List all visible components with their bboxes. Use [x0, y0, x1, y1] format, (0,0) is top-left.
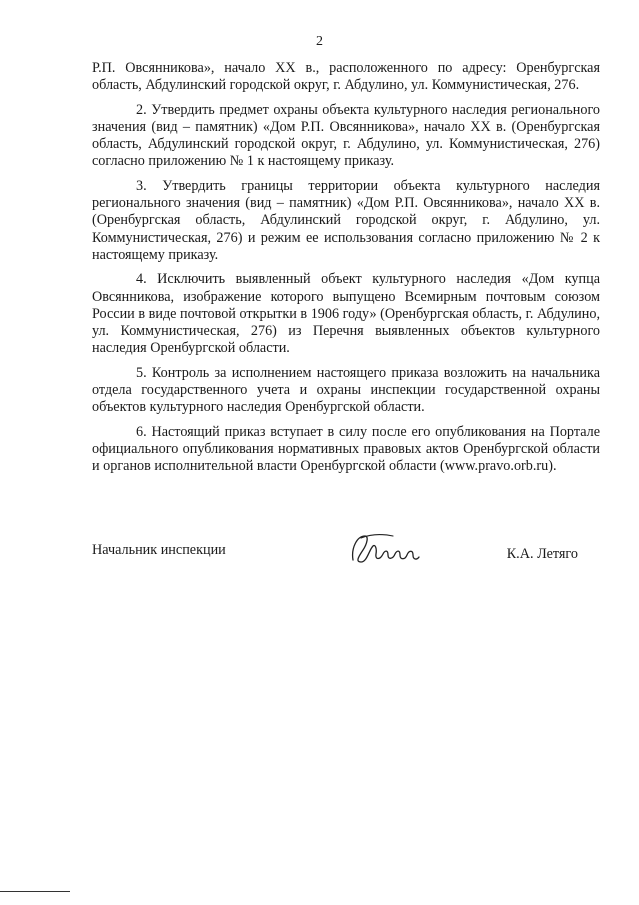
- signature-block: [92, 540, 600, 580]
- signatory-name: К.А. Летяго: [506, 546, 578, 562]
- paragraph-1: Р.П. Овсянникова», начало XX в., расположенного по адресу: Оренбургская область, Абдулинский городской округ, г. Абдулино, ул. Коммунистическая, 276.: [92, 60, 600, 94]
- document-body: [92, 60, 600, 483]
- paragraph-4: 4. Исключить выявленный объект культурного наследия «Дом купца Овсянникова, изображение которого выпущено Всемирным почтовым союзом России в виде почтовой открытки в 1906 году» (Оренбургская область, г. Абдулино, ул. Коммунистическая, 276) из Перечня выявленных объектов культурного наследия Оренбургской области.: [92, 271, 600, 357]
- paragraph-3: 3. Утвердить границы территории объекта культурного наследия регионального значения (вид – памятник) «Дом Р.П. Овсянникова», начало XX в. (Оренбургская область, Абдулинский городской округ, г. Абдулино, ул. Коммунистическая, 276) и режим ее использования согласно приложению № 2 к настоящему приказу.: [92, 177, 600, 263]
- handwritten-signature: [347, 530, 427, 570]
- paragraph-5: 5. Контроль за исполнением настоящего приказа возложить на начальника отдела государственного учета и охраны инспекции государственной охраны объектов культурного наследия Оренбургской области.: [92, 364, 600, 416]
- footnote-separator: [0, 891, 70, 892]
- paragraph-6: 6. Настоящий приказ вступает в силу после его опубликования на Портале официального опубликования нормативных правовых актов Оренбургской области и органов исполнительной власти Оренбургской области (www.pravo.orb.ru).: [92, 423, 600, 475]
- paragraph-2: 2. Утвердить предмет охраны объекта культурного наследия регионального значения (вид – памятник) «Дом Р.П. Овсянникова», начало XX в. (Оренбургская область, Абдулинский городской округ, г. Абдулино, ул. Коммунистическая, 276) согласно приложению № 1 к настоящему приказу.: [92, 101, 600, 170]
- signatory-title: Начальник инспекции: [92, 542, 226, 558]
- page-number: 2: [316, 34, 323, 49]
